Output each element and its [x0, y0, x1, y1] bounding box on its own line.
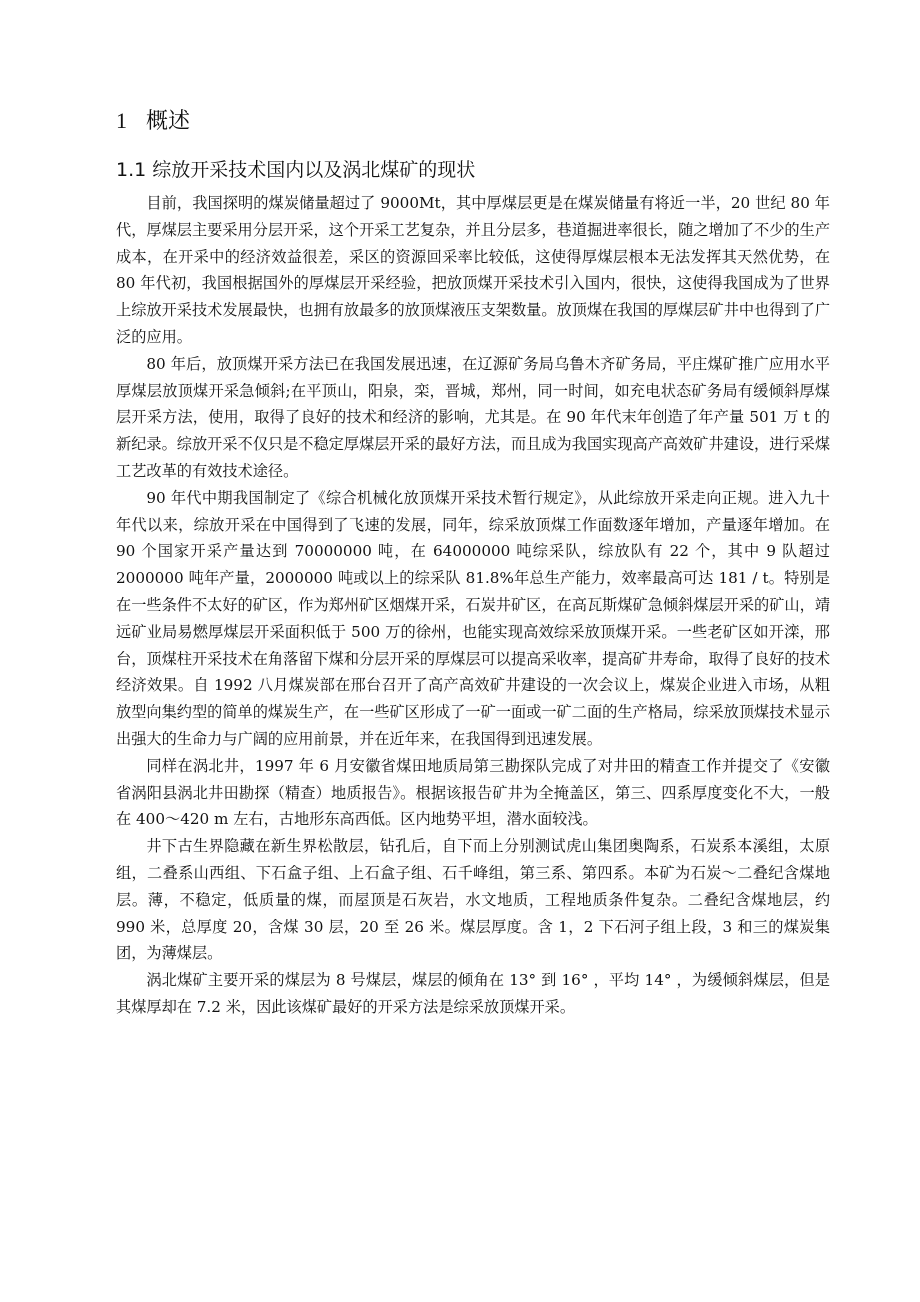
paragraph: 目前，我国探明的煤炭储量超过了 9000Mt，其中厚煤层更是在煤炭储量有将近一半，20 世纪 80 年代，厚煤层主要采用分层开采，这个开采工艺复杂，并且分层多，巷道掘进率很长，随之增加了不少的生产成本，在开采中的经济效益很差，采区的资源回采率比较低，这使得厚煤层根本无法发挥其天然优势，在 80 年代初，我国根据国外的厚煤层开采经验，把放顶煤开采技术引入国内，很快，这使得我国成为了世界上综放开采技术发展最快，也拥有放最多的放顶煤液压支架数量。放顶煤在我国的厚煤层矿井中也得到了广泛的应用。	[116, 194, 830, 346]
paragraph: 90 年代中期我国制定了《综合机械化放顶煤开采技术暂行规定》，从此综放开采走向正规。进入九十年代以来，综放开采在中国得到了飞速的发展，同年，综采放顶煤工作面数逐年增加，产量逐年增加。在 90 个国家开采产量达到 70000000 吨，在 64000000 吨综采队，综放队有 22 个，其中 9 队超过 2000000 吨年产量，2000000 吨或以上的综采队 81.8%年总生产能力，效率最高可达 181 / t。特别是在一些条件不太好的矿区，作为郑州矿区烟煤开采，石炭井矿区，在高瓦斯煤矿急倾斜煤层开采的矿山，靖远矿业局易燃厚煤层开采面积低于 500 万的徐州，也能实现高效综采放顶煤开采。一些老矿区如开滦，邢台，顶煤柱开采技术在角落留下煤和分层开采的厚煤层可以提高采收率，提高矿井寿命，取得了良好的技术经济效果。自 1992 八月煤炭部在邢台召开了高产高效矿井建设的一次会议上，煤炭企业进入市场，从粗放型向集约型的简单的煤炭生产，在一些矿区形成了一矿一面或一矿二面的生产格局，综采放顶煤技术显示出强大的生命力与广阔的应用前景，并在近年来，在我国得到迅速发展。	[116, 488, 830, 748]
paragraph: 井下古生界隐藏在新生界松散层，钻孔后，自下而上分别测试虎山集团奥陶系，石炭系本溪组，太原组，二叠系山西组、下石盒子组、上石盒子组、石千峰组，第三系、第四系。本矿为石炭～二叠纪含煤地层。薄，不稳定，低质量的煤，而屋顶是石灰岩，水文地质，工程地质条件复杂。二叠纪含煤地层，约 990 米，总厚度 20，含煤 30 层，20 至 26 米。煤层厚度。含 1，2 下石河子组上段，3 和三的煤炭集团，为薄煤层。	[116, 837, 830, 963]
section-number: 1	[116, 108, 127, 133]
paragraph: 80 年后，放顶煤开采方法已在我国发展迅速，在辽源矿务局乌鲁木齐矿务局，平庄煤矿推广应用水平厚煤层放顶煤开采急倾斜;在平顶山，阳泉，栾，晋城，郑州，同一时间，如充电状态矿务局有缓倾斜厚煤层开采方法，使用，取得了良好的技术和经济的影响，尤其是。在 90 年代末年创造了年产量 501 万 t 的新纪录。综放开采不仅只是不稳定厚煤层开采的最好方法，而且成为我国实现高产高效矿井建设，进行采煤工艺改革的有效技术途径。	[116, 354, 830, 480]
section-title: 概述	[146, 109, 191, 134]
subsection-heading: 1.1 综放开采技术国内以及涡北煤矿的现状	[116, 159, 476, 181]
body-text	[116, 190, 830, 1021]
paragraph: 同样在涡北井，1997 年 6 月安徽省煤田地质局第三勘探队完成了对井田的精查工作并提交了《安徽省涡阳县涡北井田勘探（精查）地质报告》。根据该报告矿井为全掩盖区，第三、四系厚度变化不大，一般在 400～420 m 左右，古地形东高西低。区内地势平坦，潜水面较浅。	[116, 756, 830, 829]
paragraph: 涡北煤矿主要开采的煤层为 8 号煤层，煤层的倾角在 13° 到 16° ，平均 14° ，为缓倾斜煤层，但是其煤厚却在 7.2 米，因此该煤矿最好的开采方法是综采放顶煤开采。	[116, 971, 830, 1016]
section-heading	[116, 104, 190, 135]
